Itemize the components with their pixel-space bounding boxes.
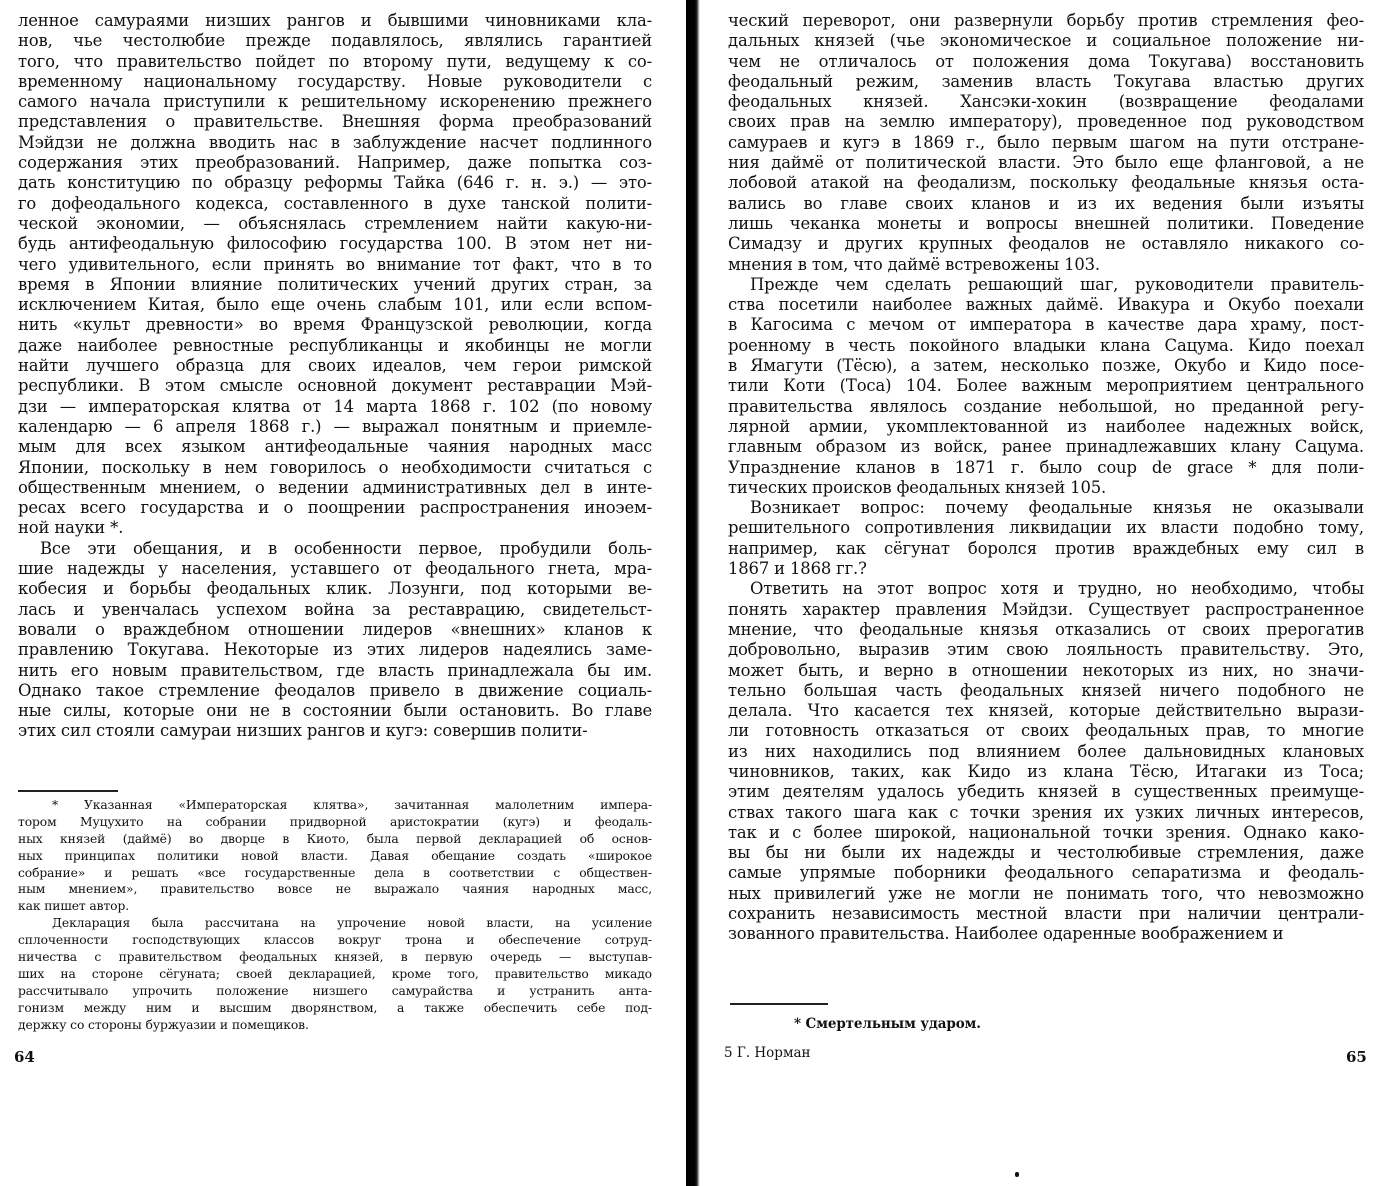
text-line: лярной армии, укомплектованной из наиболее надежных войск, xyxy=(728,416,1364,436)
text-line: главным образом из войск, ранее принадлежавших клану Сацума. xyxy=(728,437,1364,457)
footnote-line: гонизм между ним и высшим дворянством, а также обеспечить себе под- xyxy=(18,1000,652,1015)
text-line: шие надежды у населения, уставшего от феодального гнета, мра- xyxy=(18,559,652,579)
text-line: 1867 и 1868 гг.? xyxy=(728,559,867,579)
text-line: сохранить независимость местной власти при наличии централи- xyxy=(728,904,1364,924)
text-line: добровольно, выразив этим свою лояльность правительству. Это, xyxy=(728,640,1364,660)
text-line: лишь чеканка монеты и вопросы внешней политики. Поведение xyxy=(728,213,1364,233)
footnote-line: держку со стороны буржуазии и помещиков. xyxy=(18,1017,309,1032)
text-line: тельно большая часть феодальных князей ничего подобного не xyxy=(728,680,1364,700)
text-line: календарю — 6 апреля 1868 г.) — выражал понятным и приемле- xyxy=(18,416,652,436)
text-line: мнения в том, что даймё встревожены 103. xyxy=(728,254,1100,274)
text-line: нов, чье честолюбие прежде подавлялось, являлись гарантией xyxy=(18,31,652,51)
text-line: из них находились под влиянием более дальновидных клановых xyxy=(728,741,1364,761)
text-line: ческой экономии, — объяснялась стремлением найти какую-ни- xyxy=(18,213,652,233)
text-line: в Кагосима с мечом от императора в качестве дара храму, пост- xyxy=(728,315,1364,335)
footnote-line: * Смертельным ударом. xyxy=(794,1016,981,1032)
text-line: временному национальному государству. Новые руководители с xyxy=(18,71,652,91)
text-line: самого начала приступили к решительному искоренению прежнего xyxy=(18,92,652,112)
right-page-footnotes xyxy=(760,1016,1160,1033)
text-line: тили Коти (Тоса) 104. Более важным мероприятием центрального xyxy=(728,376,1364,396)
text-line: Однако такое стремление феодалов привело в движение социаль- xyxy=(18,680,652,700)
text-line: ленное самураями низших рангов и бывшими чиновниками кла- xyxy=(18,11,652,30)
text-line: ные силы, которые они не в состоянии были остановить. Во главе xyxy=(18,701,652,721)
text-line: Все эти обещания, и в особенности первое, пробудили боль- xyxy=(40,538,652,558)
footnote-line: ных князей (даймё) во дворце в Киото, была первой декларацией об основ- xyxy=(18,831,652,846)
text-line: ресах всего государства и о поощрении распространения иноэем- xyxy=(18,498,652,518)
right-page-number: 65 xyxy=(1346,1048,1367,1066)
text-line: Симадзу и других крупных феодалов не оставляло никакого со- xyxy=(728,234,1364,254)
text-line: феодальный режим, заменив власть Токугава властью других xyxy=(728,71,1364,91)
text-line: Японии, поскольку в нем говорилось о необходимости считаться с xyxy=(18,457,652,477)
book-gutter xyxy=(686,0,700,1186)
footnote-line: * Указанная «Императорская клятва», зачитанная малолетним импера- xyxy=(52,798,652,812)
text-line: будь антифеодальную философию государства 100. В этом нет ни- xyxy=(18,234,652,254)
text-line: этим деятелям удалось убедить князей в существенных преимуще- xyxy=(728,782,1364,802)
text-line: го дофеодального кодекса, составленного в духе танской полити- xyxy=(18,193,652,213)
text-line: правительства являлось создание небольшой, но преданной регу- xyxy=(728,396,1364,416)
text-line: Возникает вопрос: почему феодальные князья не оказывали xyxy=(750,498,1364,518)
text-line: лобовой атакой на феодализм, поскольку феодальные князья оста- xyxy=(728,173,1364,193)
text-line: может быть, и верно в отношении некоторых из них, но значи- xyxy=(728,660,1364,680)
text-line: самые упрямые поборники феодального сепаратизма и феодаль- xyxy=(728,863,1364,883)
text-line: ли готовность отказаться от своих феодальных прав, то многие xyxy=(728,721,1364,741)
left-footnote-rule xyxy=(18,790,118,792)
text-line: время в Японии влияние политических учений других стран, за xyxy=(18,274,652,294)
text-line: в Ямагути (Тёсю), а затем, несколько позже, Окубо и Кидо посе- xyxy=(728,356,1364,376)
left-page-number: 64 xyxy=(14,1048,35,1066)
text-line: Прежде чем сделать решающий шаг, руководители правитель- xyxy=(750,274,1364,294)
text-line: Упразднение кланов в 1871 г. было coup de grace * для поли- xyxy=(728,457,1364,477)
text-line: чего удивительного, если принять во внимание тот факт, что в то xyxy=(18,254,652,274)
text-line: ных привилегий уже не могли не понимать того, что невозможно xyxy=(728,883,1364,903)
text-line: представления о правительстве. Внешняя форма преобразований xyxy=(18,112,652,132)
text-line: феодальных князей. Хансэки-хокин (возвращение феодалами xyxy=(728,92,1364,112)
text-line: дать конституцию по образцу реформы Тайка (646 г. н. э.) — это- xyxy=(18,173,652,193)
text-line: вались во главе своих кланов и из их ведения были изъяты xyxy=(728,193,1364,213)
text-line: самураев и кугэ в 1869 г., было первым шагом на пути отстране- xyxy=(728,132,1364,152)
right-page-body-text xyxy=(728,11,1364,945)
text-line: ства посетили наиболее важных даймё. Ивакура и Окубо поехали xyxy=(728,295,1364,315)
footnote-line: ших на стороне сёгуната; своей декларацией, кроме того, правительство микадо xyxy=(18,966,652,981)
text-line: мым для всех языком антифеодальные чаяния народных масс xyxy=(18,437,652,457)
footnote-line: тором Муцухито на собрании придворной аристократии (кугэ) и феодаль- xyxy=(18,814,652,829)
text-line: нить его новым правительством, где власть принадлежала бы им. xyxy=(18,660,652,680)
text-line: мнение, что феодальные князья отказались от своих прерогатив xyxy=(728,619,1364,639)
text-line: общественным мнением, о ведении административных дел в инте- xyxy=(18,477,652,497)
left-page-body-text xyxy=(18,11,652,742)
footnote-line: сплоченности господствующих классов вокруг трона и обеспечение сотруд- xyxy=(18,933,652,948)
text-line: своих прав на землю императору), проведенное под руководством xyxy=(728,112,1364,132)
text-line: вовали о враждебном отношении лидеров «внешних» кланов к xyxy=(18,619,652,639)
text-line: этих сил стояли самураи низших рангов и кугэ: совершив полити- xyxy=(18,721,588,741)
text-line: найти лучшего образца для своих идеалов, чем герои римской xyxy=(18,356,652,376)
text-line: ствах такого шага как с точки зрения их узких личных интересов, xyxy=(728,802,1364,822)
scan-speck xyxy=(1015,1172,1019,1177)
text-line: ческий переворот, они развернули борьбу против стремления фео- xyxy=(728,11,1364,30)
text-line: кобесия и борьбы феодальных клик. Лозунги, под которыми ве- xyxy=(18,579,652,599)
left-page-footnotes xyxy=(18,797,652,1033)
text-line: например, как сёгунат боролся против враждебных ему сил в xyxy=(728,538,1364,558)
text-line: исключением Китая, было еще очень слабым 101, или если вспом- xyxy=(18,295,652,315)
text-line: дзи — императорская клятва от 14 марта 1868 г. 102 (по новому xyxy=(18,396,652,416)
text-line: зованного правительства. Наиболее одаренные воображением и xyxy=(728,924,1284,944)
right-footnote-rule xyxy=(730,1003,828,1005)
footnote-line: ных принципах политики новой власти. Давая обещание создать «широкое xyxy=(18,848,652,863)
text-line: роенному в честь покойного владыки клана Сацума. Кидо поехал xyxy=(728,335,1364,355)
text-line: вы бы ни были их надежды и честолюбивые стремления, даже xyxy=(728,843,1364,863)
text-line: делала. Что касается тех князей, которые действительно вырази- xyxy=(728,701,1364,721)
text-line: содержания этих преобразований. Например, даже попытка соз- xyxy=(18,153,652,173)
footnote-line: как пишет автор. xyxy=(18,899,130,914)
text-line: так и с более широкой, национальной точки зрения. Однако како- xyxy=(728,822,1364,842)
text-line: даже наиболее ревностные республиканцы и якобинцы не могли xyxy=(18,335,652,355)
footnote-line: Декларация была рассчитана на упрочение новой власти, на усиление xyxy=(52,916,652,931)
text-line: республики. В этом смысле основной документ реставрации Мэй- xyxy=(18,376,652,396)
footnote-line: ным мнением», правительство вовсе не выражало чаяния народных масс, xyxy=(18,882,652,897)
text-line: ной науки *. xyxy=(18,518,124,538)
text-line: нить «культ древности» во время Французской революции, когда xyxy=(18,315,652,335)
text-line: Мэйдзи не должна вводить нас в заблуждение насчет подлинного xyxy=(18,132,652,152)
text-line: дальных князей (чье экономическое и социальное положение ни- xyxy=(728,31,1364,51)
text-line: чем не отличалось от положения дома Токугава) восстановить xyxy=(728,51,1364,71)
footnote-line: ничества с правительством феодальных князей, в первую очередь — выступав- xyxy=(18,950,652,965)
printer-signature: 5 Г. Норман xyxy=(724,1045,811,1061)
text-line: тических происков феодальных князей 105. xyxy=(728,477,1107,497)
footnote-line: рассчитывало упрочить положение низшего самурайства и устранить анта- xyxy=(18,983,652,998)
text-line: того, что правительство пойдет по второму пути, ведущему к со- xyxy=(18,51,652,71)
text-line: решительного сопротивления ликвидации их власти подобно тому, xyxy=(728,518,1364,538)
footnote-line: собрание» и решать «все государственные дела в соответствии с обществен- xyxy=(18,865,652,880)
text-line: Ответить на этот вопрос хотя и трудно, но необходимо, чтобы xyxy=(750,579,1364,599)
text-line: лась и увенчалась успехом война за реставрацию, свидетельст- xyxy=(18,599,652,619)
right-page xyxy=(700,0,1374,1186)
text-line: ния даймё от политической власти. Это было еще фланговой, а не xyxy=(728,153,1364,173)
text-line: чиновников, таких, как Кидо из клана Тёсю, Итагаки из Тоса; xyxy=(728,761,1364,781)
text-line: правлению Токугава. Некоторые из этих лидеров надеялись заме- xyxy=(18,640,652,660)
text-line: понять характер правления Мэйдзи. Существует распространенное xyxy=(728,599,1364,619)
